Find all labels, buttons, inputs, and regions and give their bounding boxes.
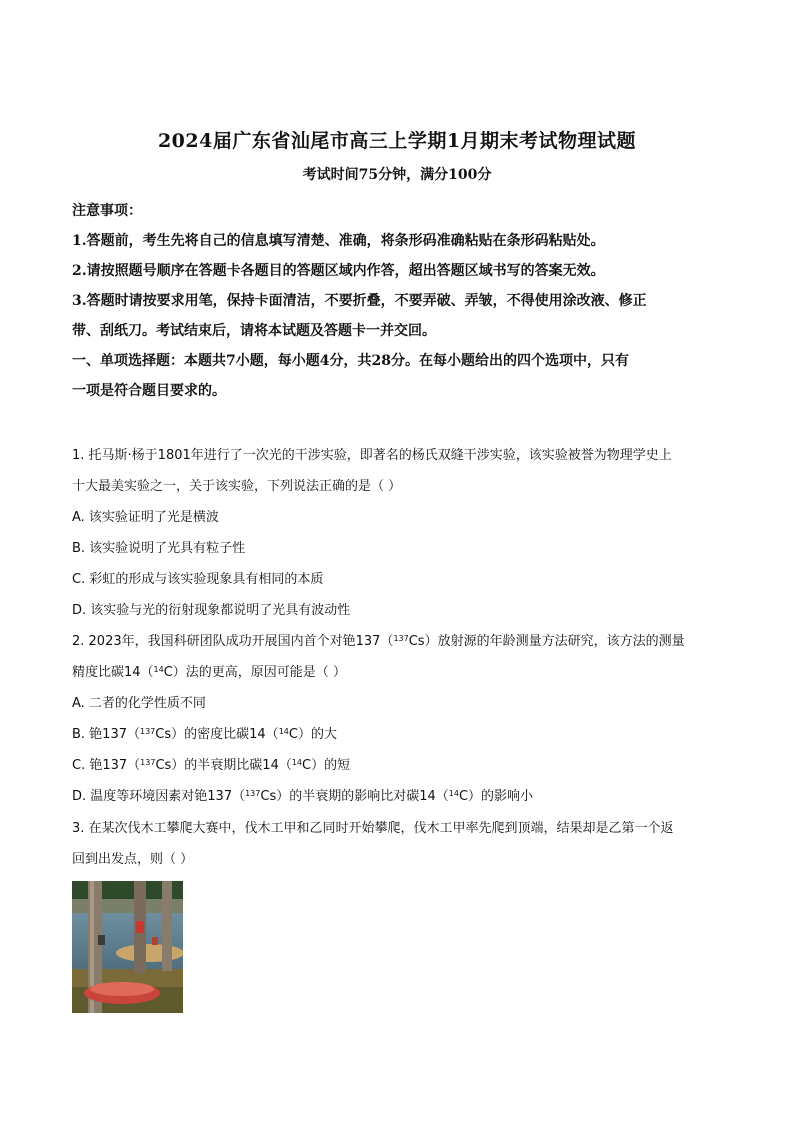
page-title: 2024届广东省汕尾市高三上学期1月期末考试物理试题 xyxy=(157,130,637,152)
question-3-stem-line2: 回到出发点，则（ ） xyxy=(72,852,194,867)
question-1 xyxy=(72,440,722,626)
exam-time-subtitle: 考试时间75分钟，满分100分 xyxy=(302,167,492,183)
question-1-stem-line1: 1. 托马斯·杨于1801年进行了一次光的干涉实验，即著名的杨氏双缝干涉实验，该实验被誉为物理学史上 xyxy=(72,448,672,463)
question-3-stem-line1: 3. 在某次伐木工攀爬大赛中，伐木工甲和乙同时开始攀爬，伐木工甲率先爬到顶端，结果却是乙第一个返 xyxy=(72,821,674,836)
question-1-option-b: B. 该实验说明了光具有粒子性 xyxy=(72,541,246,556)
note-item-1: 1.答题前，考生先将自己的信息填写清楚、准确，将条形码准确粘贴在条形码粘贴处。 xyxy=(72,233,605,249)
notes-block xyxy=(72,196,722,346)
question-1-option-a: A. 该实验证明了光是横波 xyxy=(72,510,219,525)
section-heading-line2: 一项是符合题目要求的。 xyxy=(72,383,226,399)
section-heading-line1: 一、单项选择题：本题共7小题，每小题4分，共28分。在每小题给出的四个选项中，只有 xyxy=(72,353,629,369)
question-2 xyxy=(72,626,722,812)
section-heading xyxy=(72,346,722,406)
question-1-option-c: C. 彩虹的形成与该实验现象具有相同的本质 xyxy=(72,572,324,587)
note-item-3: 3.答题时请按要求用笔，保持卡面清洁，不要折叠，不要弄破、弄皱，不得使用涂改液、修正 xyxy=(72,293,647,309)
question-2-option-b: B. 铯137（$^{137}$Cs）的密度比碳14（$^{14}$C）的大 xyxy=(72,727,337,742)
notes-heading: 注意事项： xyxy=(72,203,142,219)
note-item-3-cont: 带、刮纸刀。考试结束后，请将本试题及答题卡一并交回。 xyxy=(72,323,436,339)
question-2-stem-line2: 精度比碳14（$^{14}$C）法的更高，原因可能是（ ） xyxy=(72,665,346,680)
question-2-stem-line1: 2. 2023年，我国科研团队成功开展国内首个对铯137（$^{137}$Cs）放射源的年龄测量方法研究，该方法的测量 xyxy=(72,634,685,649)
question-1-option-d: D. 该实验与光的衍射现象都说明了光具有波动性 xyxy=(72,603,351,618)
question-3 xyxy=(72,813,722,875)
question-2-option-a: A. 二者的化学性质不同 xyxy=(72,696,206,711)
question-2-option-c: C. 铯137（$^{137}$Cs）的半衰期比碳14（$^{14}$C）的短 xyxy=(72,758,351,773)
question-1-stem-line2: 十大最美实验之一，关于该实验，下列说法正确的是（ ） xyxy=(72,479,402,494)
note-item-2: 2.请按照题号顺序在答题卡各题目的答题区域内作答，超出答题区域书写的答案无效。 xyxy=(72,263,605,279)
question-2-option-d: D. 温度等环境因素对铯137（$^{137}$Cs）的半衰期的影响比对碳14（$^{14}$C）的影响小 xyxy=(72,789,534,804)
lumberjack-climbing-photo xyxy=(72,881,183,1013)
